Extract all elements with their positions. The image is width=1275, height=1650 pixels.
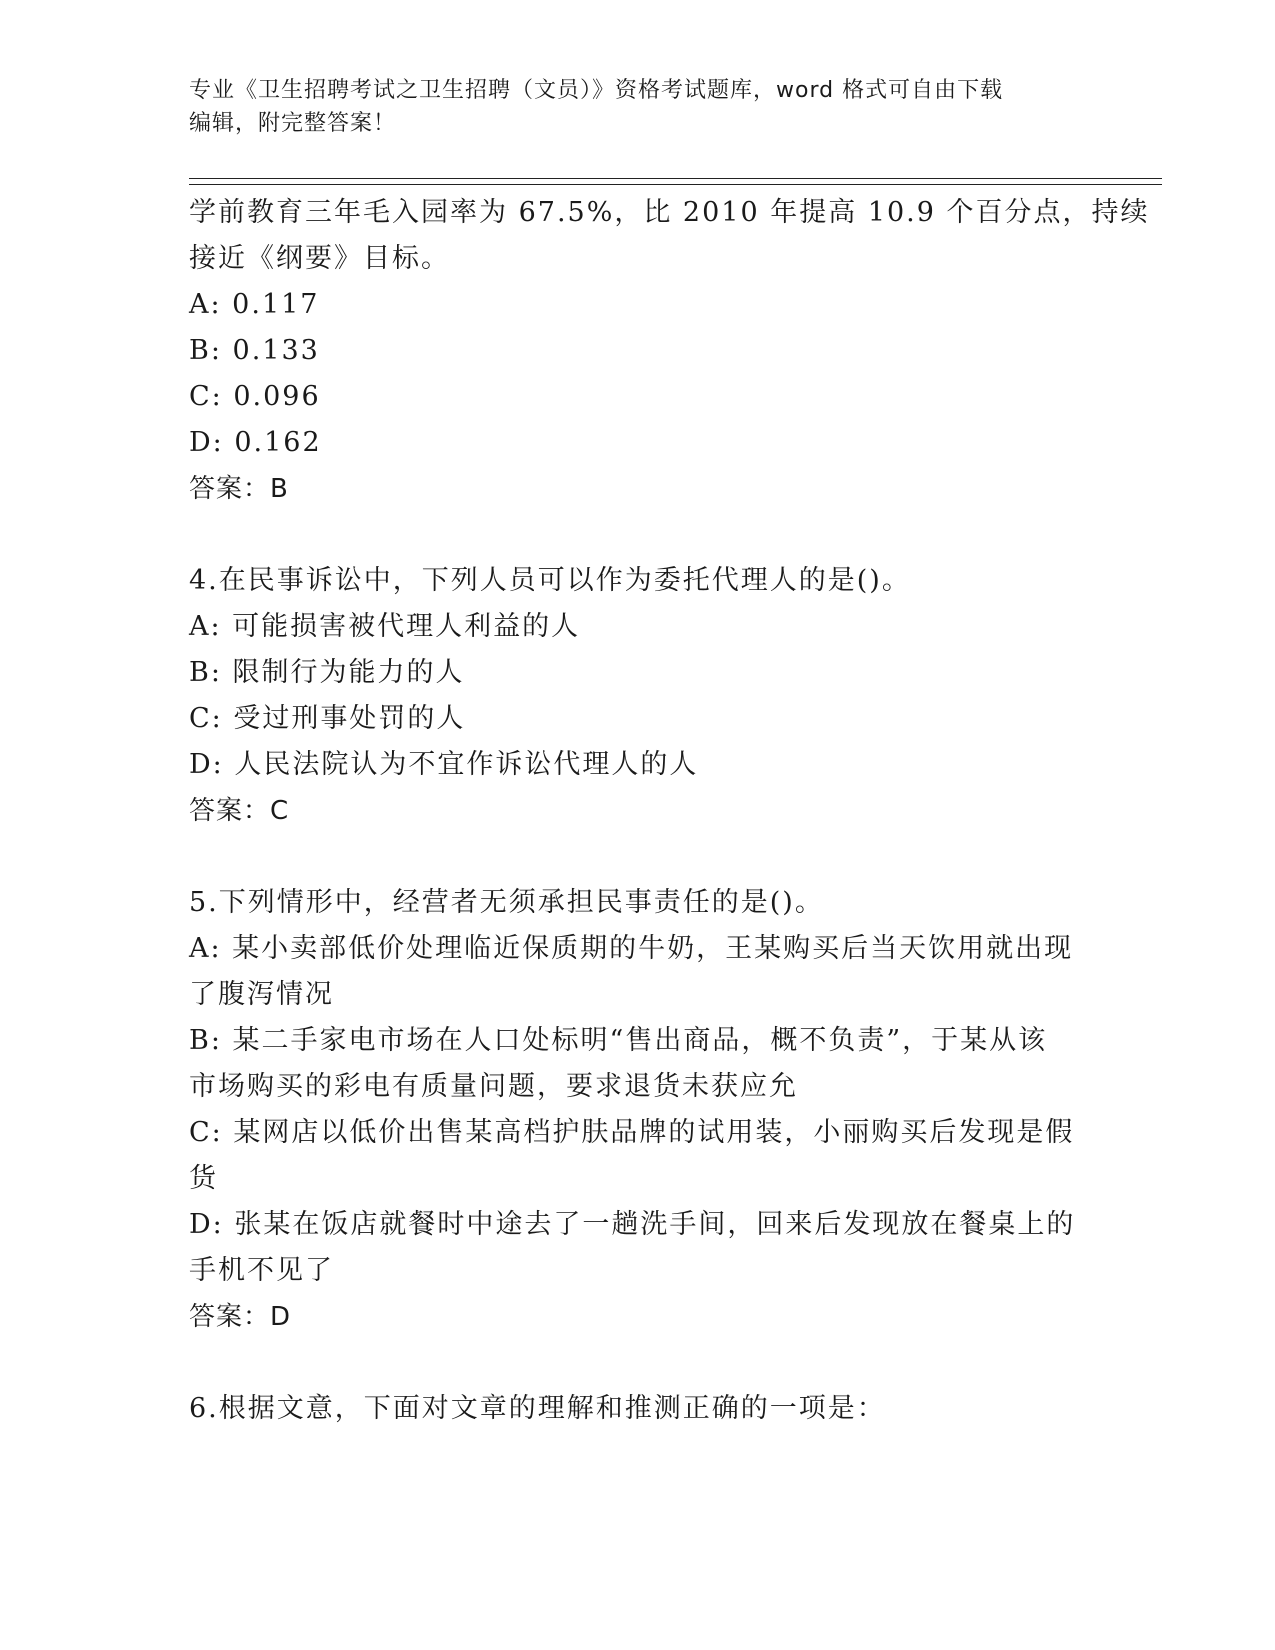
option-a-continued: 了腹泻情况 [189,979,334,1010]
option-b-continued: 市场购买的彩电有质量问题，要求退货未获应允 [189,1071,798,1102]
option-d-continued: 手机不见了 [189,1255,334,1286]
document-header [189,74,1089,140]
option-b: B: 限制行为能力的人 [189,657,465,688]
option-d: D: 张某在饭店就餐时中途去了一趟洗手间，回来后发现放在餐桌上的 [189,1209,1076,1240]
question-3 [189,190,1150,512]
option-a: A: 可能损害被代理人利益的人 [189,611,581,642]
option-d: D: 0.162 [189,427,322,458]
question-stem: 6.根据文意，下面对文章的理解和推测正确的一项是： [189,1393,886,1424]
question-spacer [189,512,1089,558]
question-stem-line: 接近《纲要》目标。 [189,243,450,274]
question-stem-line: 学前教育三年毛入园率为 67.5%，比 2010 年提高 10.9 个百分点，持续 [189,197,1150,228]
option-a: A: 0.117 [189,289,320,320]
header-line-2: 编辑，附完整答案！ [189,111,397,136]
option-b: B: 0.133 [189,335,320,366]
answer-label: 答案：D [189,1302,292,1332]
option-c-continued: 货 [189,1163,218,1194]
answer-label: 答案：C [189,796,290,826]
option-c: C: 受过刑事处罚的人 [189,703,466,734]
question-4 [189,558,1089,834]
option-b: B: 某二手家电市场在人口处标明“售出商品，概不负责”，于某从该 [189,1025,1048,1056]
question-list [189,190,1150,1432]
question-stem: 4.在民事诉讼中，下列人员可以作为委托代理人的是()。 [189,565,911,596]
option-c: C: 某网店以低价出售某高档护肤品牌的试用装，小丽购买后发现是假 [189,1117,1075,1148]
question-stem: 5.下列情形中，经营者无须承担民事责任的是()。 [189,887,824,918]
header-divider-top [189,178,1162,179]
question-spacer [189,1340,1089,1386]
question-6 [189,1386,1089,1432]
answer-label: 答案：B [189,474,289,504]
header-line-1: 专业《卫生招聘考试之卫生招聘（文员）》资格考试题库，word 格式可自由下载 [189,78,1004,103]
question-spacer [189,834,1089,880]
option-d: D: 人民法院认为不宜作诉讼代理人的人 [189,749,699,780]
header-divider-bottom [189,184,1162,185]
option-c: C: 0.096 [189,381,321,412]
option-a: A: 某小卖部低价处理临近保质期的牛奶，王某购买后当天饮用就出现 [189,933,1074,964]
question-5 [189,880,1089,1340]
